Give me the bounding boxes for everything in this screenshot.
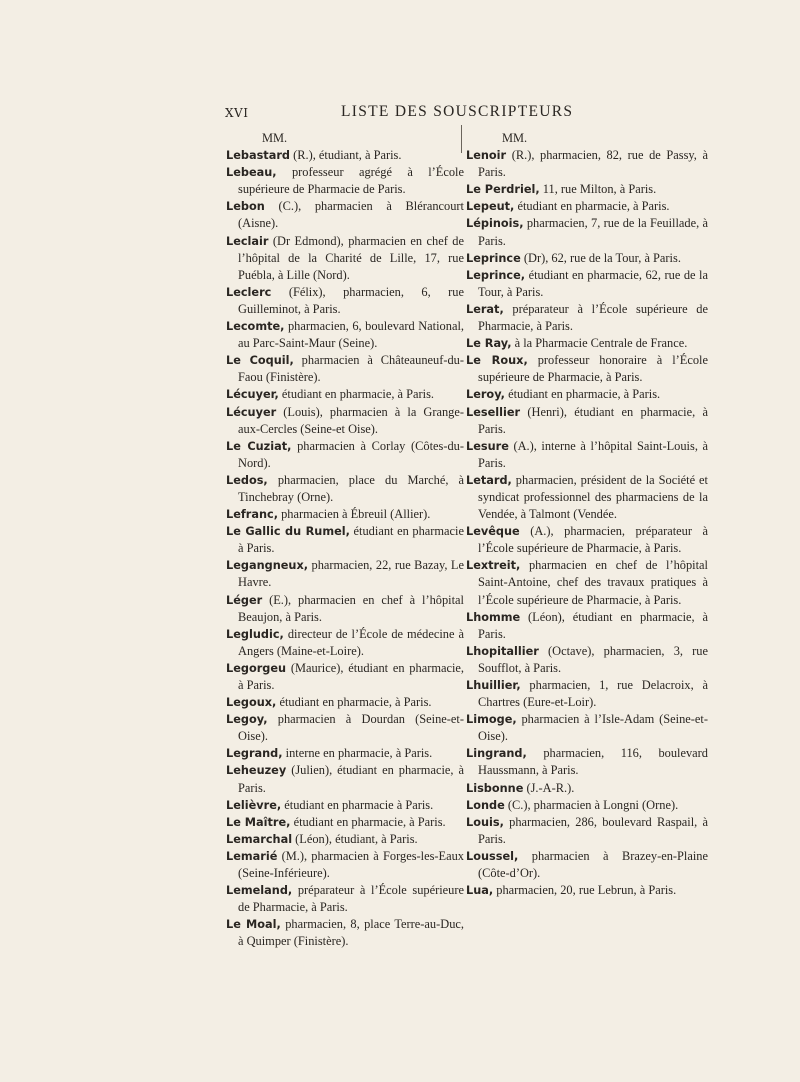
subscriber-entry (226, 882, 464, 916)
subscriber-name: Lépinois, (466, 217, 524, 231)
subscriber-name: Lenoir (466, 149, 507, 163)
subscriber-name: Lefranc, (226, 508, 278, 522)
subscriber-entry (466, 557, 708, 608)
subscriber-details: pharmacien, 116, boulevard Haussmann, à Paris. (478, 746, 708, 778)
subscriber-name: Levêque (466, 525, 520, 539)
subscriber-name: Ledos, (226, 473, 268, 487)
subscriber-entry (226, 762, 464, 796)
subscriber-name: Leprince, (466, 268, 526, 282)
subscriber-name: Lextreit, (466, 559, 521, 573)
subscriber-details: étudiant en pharmacie à Paris. (238, 524, 464, 556)
subscriber-name: Lemarchal (226, 832, 293, 846)
subscriber-name: Le Gallic du Rumel, (226, 525, 350, 539)
subscriber-entry (466, 472, 708, 523)
subscriber-details: pharmacien, président de la Société et syndicat professionnel des pharmaciens de la Vendée, à Talmont (Vendée. (478, 472, 708, 522)
subscriber-details: étudiant en pharmacie, à Paris. (290, 814, 446, 829)
subscriber-name: Le Cuziat, (226, 439, 292, 453)
subscriber-details: pharmacien à Ébreuil (Allier). (278, 507, 431, 522)
subscriber-entry (466, 404, 708, 438)
subscriber-details: étudiant en pharmacie, à Paris. (278, 387, 434, 402)
subscriber-name: Londe (466, 798, 505, 812)
subscriber-name: Leprince (466, 251, 521, 265)
subscriber-name: Lhuillier, (466, 679, 521, 692)
subscriber-details: pharmacien, place du Marché, à Tinchebray (Orne). (238, 472, 464, 504)
subscriber-details: pharmacien, 1, rue Delacroix, à Chartres (Eure-et-Loir). (478, 678, 708, 710)
subscriber-name: Limoge, (466, 713, 517, 727)
right-column (466, 130, 708, 899)
subscriber-details: 11, rue Milton, à Paris. (539, 182, 657, 197)
subscriber-entry (466, 352, 708, 386)
subscriber-details: (Dr), 62, rue de la Tour, à Paris. (520, 250, 681, 265)
subscriber-details: étudiant en pharmacie, à Paris. (276, 695, 432, 710)
subscriber-details: pharmacien, 7, rue de la Feuillade, à Paris. (478, 216, 708, 248)
subscriber-entry (466, 643, 708, 677)
subscriber-details: à la Pharmacie Centrale de France. (511, 336, 688, 351)
page-title: LISTE DES SOUSCRIPTEURS (341, 103, 574, 120)
subscriber-details: (Henri), étudiant en pharmacie, à Paris. (478, 404, 708, 436)
subscriber-name: Lesure (466, 439, 509, 453)
entry-list (466, 147, 708, 899)
subscriber-entry (226, 711, 464, 745)
subscriber-details: pharmacien, 286, boulevard Raspail, à Paris. (478, 814, 708, 846)
subscriber-details: (Louis), pharmacien à la Grange-aux-Cercles (Seine-et Oise). (238, 404, 464, 436)
subscriber-entry (226, 797, 464, 814)
subscriber-details: pharmacien à Châteauneuf-du-Faou (Finistère). (238, 353, 464, 385)
subscriber-entry (466, 267, 708, 301)
subscriber-name: Lecomte, (226, 320, 285, 334)
subscriber-name: Le Ray, (466, 337, 512, 351)
subscriber-entry (466, 215, 708, 249)
subscriber-entry (466, 882, 708, 899)
subscriber-entry (466, 198, 708, 215)
subscriber-details: pharmacien à Brazey-en-Plaine (Côte-d’Or). (478, 848, 708, 881)
subscriber-name: Letard, (466, 473, 512, 487)
subscriber-details: (Léon), étudiant, à Paris. (292, 831, 418, 846)
subscriber-name: Lisbonne (466, 781, 524, 795)
subscriber-details: (M.), pharmacien à Forges-les-Eaux (Seine-Inférieure). (238, 848, 464, 881)
subscriber-entry (466, 147, 708, 181)
subscriber-entry (226, 916, 464, 950)
subscriber-name: Lécuyer (226, 405, 277, 419)
subscriber-entry (226, 318, 464, 352)
subscriber-entry (226, 660, 464, 694)
subscriber-details: directeur de l’École de médecine à Angers (Maine-et-Loire). (238, 626, 464, 658)
subscriber-name: Lemarié (226, 849, 278, 863)
subscriber-details: (Maurice), étudiant en pharmacie, à Paris. (238, 660, 464, 692)
subscriber-name: Lebastard (226, 149, 290, 163)
column-heading: MM. (502, 131, 528, 145)
subscriber-entry (226, 404, 464, 438)
subscriber-entry (466, 677, 708, 711)
page-header (225, 103, 580, 125)
subscriber-details: (J.-A-R.). (523, 780, 575, 795)
subscriber-name: Lelièvre, (226, 798, 282, 812)
subscriber-entry (466, 780, 708, 797)
subscriber-name: Lhopitallier (466, 644, 539, 658)
subscriber-name: Leclerc (226, 285, 272, 299)
subscriber-details: pharmacien en chef de l’hôpital Saint-Antoine, chef des travaux pratiques à l’École supérieure de Pharmacie, à Paris. (478, 558, 708, 607)
subscriber-entry (466, 609, 708, 643)
subscriber-details: (Léon), étudiant en pharmacie, à Paris. (478, 609, 708, 641)
subscriber-entry (226, 472, 464, 506)
subscriber-name: Lerat, (466, 302, 504, 316)
page-number: XVI (225, 106, 249, 120)
subscriber-details: pharmacien, 6, boulevard National, au Parc-Saint-Maur (Seine). (238, 319, 464, 351)
subscriber-entry (466, 335, 708, 352)
subscriber-entry (226, 198, 464, 232)
subscriber-details: pharmacien à Corlay (Côtes-du-Nord). (238, 438, 464, 470)
subscriber-name: Legludic, (226, 627, 284, 641)
subscriber-name: Legrand, (226, 747, 283, 761)
subscriber-name: Legangneux, (226, 559, 309, 573)
subscriber-details: (E.), pharmacien en chef à l’hôpital Beaujon, à Paris. (238, 592, 464, 624)
subscriber-entry (466, 745, 708, 779)
subscriber-details: professeur honoraire à l’École supérieure de Pharmacie, à Paris. (478, 353, 708, 385)
subscriber-entry (466, 523, 708, 557)
subscriber-entry (226, 233, 464, 284)
subscriber-details: (Octave), pharmacien, 3, rue Soufflot, à Paris. (478, 643, 708, 675)
subscriber-details: interne en pharmacie, à Paris. (282, 746, 433, 761)
subscriber-name: Le Roux, (466, 354, 528, 368)
subscriber-name: Le Perdriel, (466, 183, 540, 197)
subscriber-details: pharmacien, 22, rue Bazay, Le Havre. (238, 558, 464, 590)
subscriber-name: Legorgeu (226, 661, 287, 675)
subscriber-entry (226, 626, 464, 660)
subscriber-entry (226, 438, 464, 472)
subscriber-name: Lingrand, (466, 747, 527, 761)
subscriber-name: Lécuyer, (226, 388, 279, 402)
subscriber-details: (A.), pharmacien, préparateur à l’École supérieure de Pharmacie, à Paris. (478, 524, 708, 556)
subscriber-name: Leheuzey (226, 764, 287, 778)
subscriber-name: Lepeut, (466, 200, 515, 214)
subscriber-details: pharmacien, 8, place Terre-au-Duc, à Quimper (Finistère). (238, 917, 464, 949)
subscriber-name: Lebon (226, 200, 265, 214)
subscriber-entry (226, 523, 464, 557)
subscriber-entry (226, 592, 464, 626)
subscriber-name: Le Moal, (226, 918, 281, 932)
subscriber-entry (466, 711, 708, 745)
subscriber-entry (466, 848, 708, 882)
subscriber-name: Le Maître, (226, 815, 291, 829)
subscriber-entry (466, 797, 708, 814)
subscriber-entry (466, 814, 708, 848)
subscriber-name: Lemeland, (226, 884, 293, 898)
subscriber-details: pharmacien, 20, rue Lebrun, à Paris. (493, 883, 677, 898)
subscriber-entry (466, 438, 708, 472)
subscriber-name: Lua, (466, 884, 494, 898)
subscriber-name: Legoy, (226, 713, 268, 727)
subscriber-name: Lhomme (466, 610, 521, 624)
subscriber-details: (Julien), étudiant en pharmacie, à Paris. (238, 763, 464, 795)
subscriber-details: (A.), interne à l’hôpital Saint-Louis, à Paris. (478, 438, 708, 470)
subscriber-name: Leclair (226, 234, 269, 248)
subscriber-entry (226, 506, 464, 523)
subscriber-details: (Félix), pharmacien, 6, rue Guilleminot, à Paris. (238, 284, 464, 316)
subscriber-details: (Dr Edmond), pharmacien en chef de l’hôpital de la Charité de Lille, 17, rue Puébla, à Lille (Nord). (238, 233, 464, 282)
subscriber-entry (466, 386, 708, 403)
subscriber-name: Legoux, (226, 696, 277, 710)
subscriber-details: pharmacien à Dourdan (Seine-et-Oise). (238, 712, 464, 744)
column-heading: MM. (262, 131, 288, 145)
subscriber-entry (226, 557, 464, 591)
subscriber-entry (226, 352, 464, 386)
subscriber-details: préparateur à l’École supérieure de Pharmacie, à Paris. (238, 883, 464, 915)
entry-list (226, 147, 464, 950)
subscriber-entry (226, 147, 464, 164)
subscriber-details: (C.), pharmacien à Longni (Orne). (504, 797, 679, 812)
subscriber-details: professeur agrégé à l’École supérieure de Pharmacie de Paris. (238, 165, 464, 197)
subscriber-details: étudiant en pharmacie, 62, rue de la Tour, à Paris. (478, 267, 708, 299)
subscriber-details: préparateur à l’École supérieure de Pharmacie, à Paris. (478, 301, 708, 334)
subscriber-entry (466, 250, 708, 267)
subscriber-entry (226, 284, 464, 318)
subscriber-entry (226, 831, 464, 848)
subscriber-details: (C.), pharmacien à Blérancourt (Aisne). (238, 199, 464, 231)
subscriber-name: Loussel, (466, 849, 519, 863)
subscriber-name: Leroy, (466, 388, 505, 402)
left-column (226, 130, 464, 951)
subscriber-entry (226, 694, 464, 711)
subscriber-details: (R.), étudiant, à Paris. (289, 148, 402, 163)
subscriber-details: étudiant en pharmacie, à Paris. (514, 199, 670, 214)
subscriber-name: Louis, (466, 815, 504, 829)
subscriber-entry (226, 814, 464, 831)
subscriber-entry (466, 301, 708, 335)
subscriber-entry (226, 745, 464, 762)
subscriber-details: étudiant en pharmacie, à Paris. (504, 387, 661, 402)
subscriber-name: Léger (226, 593, 263, 607)
subscriber-details: (R.), pharmacien, 82, rue de Passy, à Paris. (478, 148, 708, 180)
subscriber-name: Lebeau, (226, 166, 277, 180)
subscriber-details: étudiant en pharmacie à Paris. (281, 797, 434, 812)
subscriber-name: Le Coquil, (226, 354, 294, 368)
subscriber-entry (226, 164, 464, 198)
subscriber-entry (466, 181, 708, 198)
subscriber-details: pharmacien à l’Isle-Adam (Seine-et-Oise). (478, 712, 708, 744)
subscriber-name: Lesellier (466, 405, 521, 419)
subscriber-entry (226, 848, 464, 882)
subscriber-entry (226, 386, 464, 403)
